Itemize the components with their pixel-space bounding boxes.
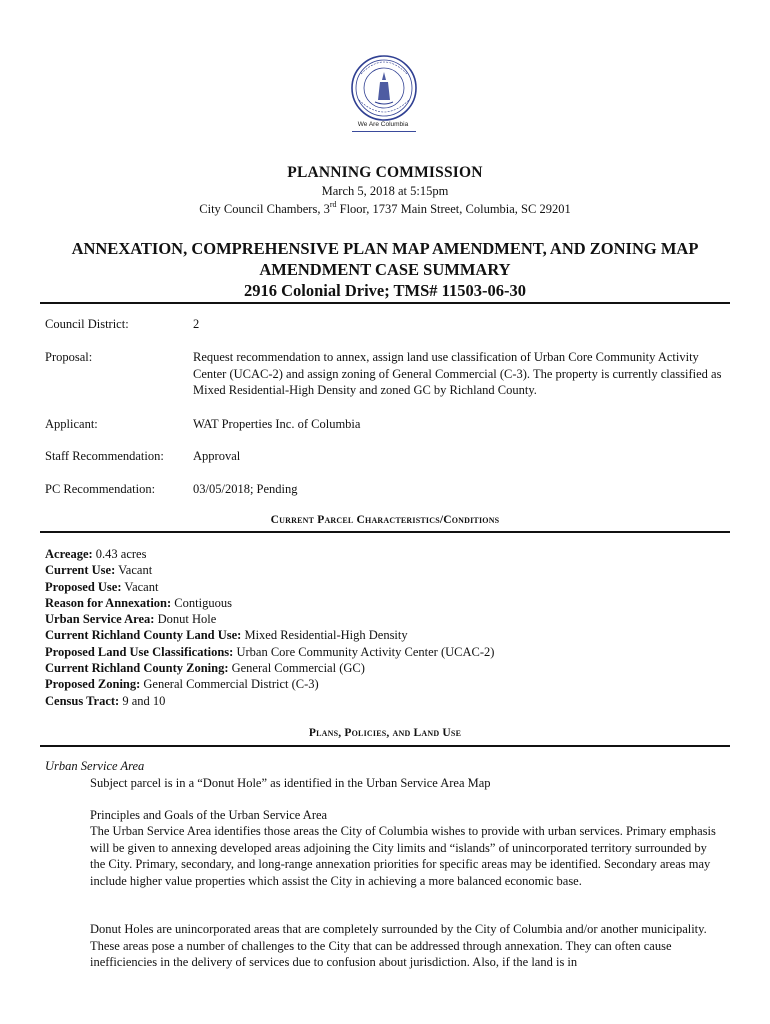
field-value: Approval <box>193 449 241 463</box>
field-label: Applicant: <box>45 417 98 431</box>
field-label: Proposal: <box>45 350 93 364</box>
field-value: WAT Properties Inc. of Columbia <box>193 417 361 431</box>
list-item: Proposed Use: Vacant <box>45 579 159 594</box>
case-title <box>0 238 770 301</box>
parcel-characteristics <box>45 546 725 709</box>
section-heading: Current Parcel Characteristics/Conditions <box>270 514 500 526</box>
list-item: Census Tract: 9 and 10 <box>45 693 166 708</box>
list-item: Current Use: Vacant <box>45 563 153 578</box>
principles-title: Principles and Goals of the Urban Service Area <box>90 808 328 822</box>
field-value: 2 <box>193 317 200 331</box>
section-heading: Plans, Policies, and Land Use <box>308 727 462 739</box>
case-title-line: AMENDMENT CASE SUMMARY <box>259 260 511 279</box>
field-label: Council District: <box>45 317 129 331</box>
tagline-divider <box>352 131 416 132</box>
list-item: Proposed Land Use Classifications: Urban Core Community Activity Center (UCAC-2) <box>45 644 495 659</box>
case-title-line: ANNEXATION, COMPREHENSIVE PLAN MAP AMENDMENT, AND ZONING MAP <box>71 239 699 258</box>
section-divider <box>40 745 730 747</box>
donut-holes-body: Donut Holes are unincorporated areas that are completely surrounded by the City of Columbia and/or another municipality. These areas pose a number of challenges to the City that can be addressed through annexation. They can often cause inefficiencies in the delivery of services due to confusion about jurisdiction. Also, if the land is in <box>90 922 707 969</box>
list-item: Reason for Annexation: Contiguous <box>45 595 232 610</box>
page-title: PLANNING COMMISSION <box>287 164 483 181</box>
section-divider <box>40 531 730 533</box>
usa-subject-text: Subject parcel is in a “Donut Hole” as identified in the Urban Service Area Map <box>90 776 491 790</box>
field-value: 03/05/2018; Pending <box>193 482 298 496</box>
list-item: Urban Service Area: Donut Hole <box>45 612 217 627</box>
case-address: 2916 Colonial Drive; TMS# 11503-06-30 <box>243 281 527 300</box>
list-item: Acreage: 0.43 acres <box>45 547 147 561</box>
logo-tagline: We Are Columbia <box>357 121 409 128</box>
list-item: Proposed Zoning: General Commercial District (C-3) <box>45 677 319 692</box>
field-label: Staff Recommendation: <box>45 449 164 463</box>
field-value: Request recommendation to annex, assign land use classification of Urban Core Community Activity Center (UCAC-2) and assign zoning of General Commercial (C-3). The property is currently classified as Mixed Residential-High Density and zoned GC by Richland County. <box>193 350 722 397</box>
meeting-location: City Council Chambers, 3rd Floor, 1737 Main Street, Columbia, SC 29201 <box>199 200 571 217</box>
list-item: Current Richland County Land Use: Mixed Residential-High Density <box>45 628 408 643</box>
list-item: Current Richland County Zoning: General Commercial (GC) <box>45 661 365 676</box>
principles-body: The Urban Service Area identifies those areas the City of Columbia wishes to provide with urban services. Primary emphasis will be given to annexing developed areas adjoining the City limits and “islands” of unincorporated territory surrounded by the City. Primary, secondary, and long-range annexation priorities for specific areas may be identified. Secondary areas may include higher value properties which assist the City in achieving a more balanced economic base. <box>90 824 716 888</box>
field-label: PC Recommendation: <box>45 482 156 496</box>
section-divider <box>40 302 730 304</box>
meeting-date: March 5, 2018 at 5:15pm <box>321 184 449 198</box>
subsection-title: Urban Service Area <box>45 759 145 773</box>
